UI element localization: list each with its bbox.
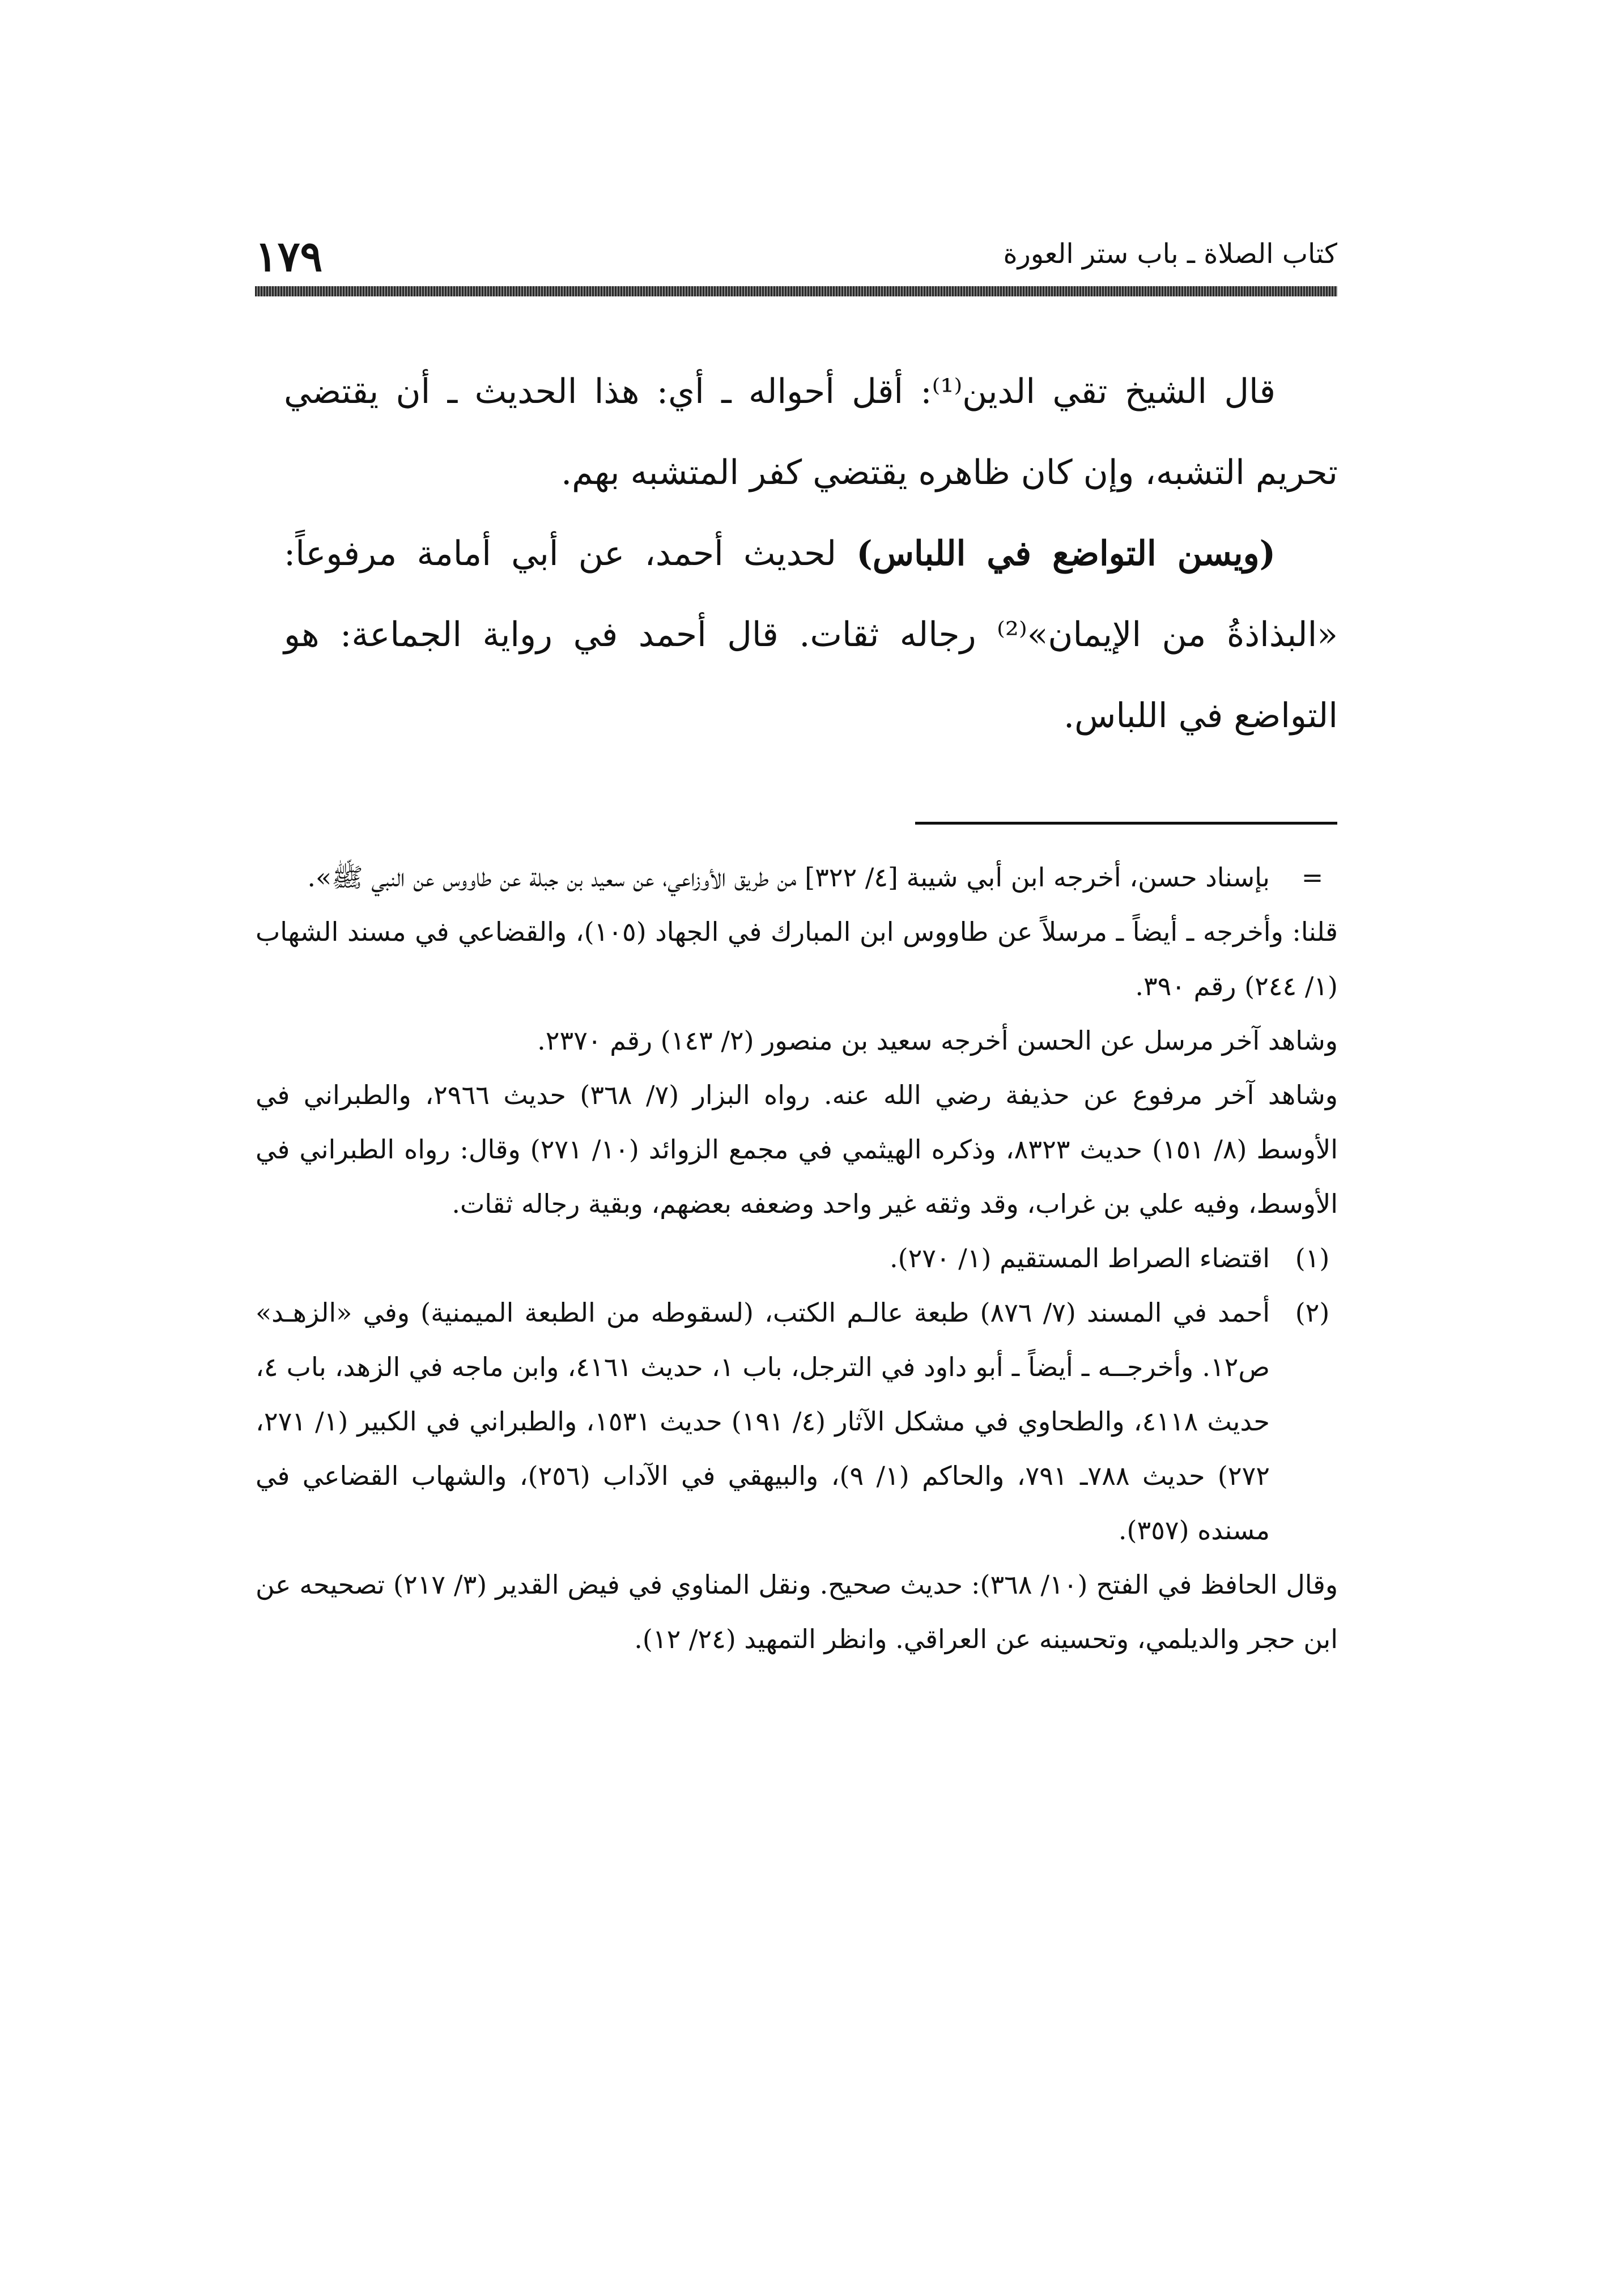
running-title: كتاب الصلاة ـ باب ستر العورة (1003, 238, 1337, 270)
footnote-mark: = (1301, 862, 1324, 893)
paragraph-1: قال الشيخ تقي الدين⁽¹⁾: أقل أحواله ـ أي: هذا الحديث ـ أن يقتضي تحريم التشبه، وإن كان ظاهره يقتضي كفر المتشبه بهم. (284, 372, 1338, 492)
footnote-continuation (256, 850, 1338, 905)
footnote-paragraph: وشاهد آخر مرفوع عن حذيفة رضي الله عنه. رواه البزار (٧/ ٣٦٨) حديث ٢٩٦٦، والطبراني في الأوسط (٨/ ١٥١) حديث ٨٣٢٣، وذكره الهيثمي في مجمع الزوائد (١٠/ ٢٧١) وقال: رواه الطبراني في الأوسط، وفيه علي بن غراب، وقد وثقه غير واحد وضعفه بعضهم، وبقية رجاله ثقات. (256, 1080, 1338, 1219)
paragraph-2 (284, 513, 1338, 757)
footnote-paragraph: وقال الحافظ في الفتح (١٠/ ٣٦٨): حديث صحيح. ونقل المناوي في فيض القدير (٣/ ٢١٧) تصحيحه عن ابن حجر والديلمي، وتحسينه عن العراقي. وانظر التمهيد (٢٤/ ١٢). (256, 1569, 1338, 1654)
footnote-text: بإسناد حسن، أخرجه ابن أبي شيبة [٤/ ٣٢٢] من طريق الأوزاعي، عن سعيد بن جبلة عن طاووس عن النبي ﷺ». (307, 862, 1270, 893)
footnote-mark: (٢) (1295, 1297, 1330, 1328)
paragraph-2-text: لحديث أحمد، عن أبي أمامة مرفوعاً: «البذاذةُ من الإيمان»⁽²⁾ رجاله ثقات. قال أحمد في رواية الجماعة: هو التواضع في اللباس. (284, 534, 1338, 736)
page-number: ١٧٩ (255, 232, 323, 281)
header-rule (255, 286, 1337, 296)
footnote-text: اقتضاء الصراط المستقيم (١/ ٢٧٠). (889, 1243, 1270, 1273)
footnote-1 (256, 1231, 1338, 1285)
main-text (284, 351, 1338, 757)
footnote-mark: (١) (1295, 1243, 1330, 1273)
footnote-paragraph: وشاهد آخر مرسل عن الحسن أخرجه سعيد بن منصور (٢/ ١٤٣) رقم ٢٣٧٠. (537, 1025, 1338, 1056)
footnote-text: أحمد في المسند (٧/ ٨٧٦) طبعة عالـم الكتب، (لسقوطه من الطبعة الميمنية) وفي «الزهـد» ص١٢. وأخرجــه ـ أيضاً ـ أبو داود في الترجل، باب ١، حديث ٤١٦١، وابن ماجه في الزهد، باب ٤، حديث ٤١١٨، والطحاوي في مشكل الآثار (٤/ ١٩١) حديث ١٥٣١، والطبراني في الكبير (١/ ٢٧١، ٢٧٢) حديث ٧٨٨ـ ٧٩١، والحاكم (١/ ٩)، والبيهقي في الآداب (٢٥٦)، والشهاب القضاعي في مسنده (٣٥٧). (256, 1297, 1270, 1545)
footnotes (256, 850, 1338, 1666)
page-header (255, 232, 1337, 281)
footnote-2 (256, 1285, 1338, 1557)
bold-heading: (ويسن التواضع في اللباس) (856, 534, 1276, 574)
footnote-separator (915, 822, 1337, 825)
footnote-paragraph: قلنا: وأخرجه ـ أيضاً ـ مرسلاً عن طاووس ابن المبارك في الجهاد (١٠٥)، والقضاعي في مسند الشهاب (١/ ٢٤٤) رقم ٣٩٠. (256, 916, 1338, 1001)
